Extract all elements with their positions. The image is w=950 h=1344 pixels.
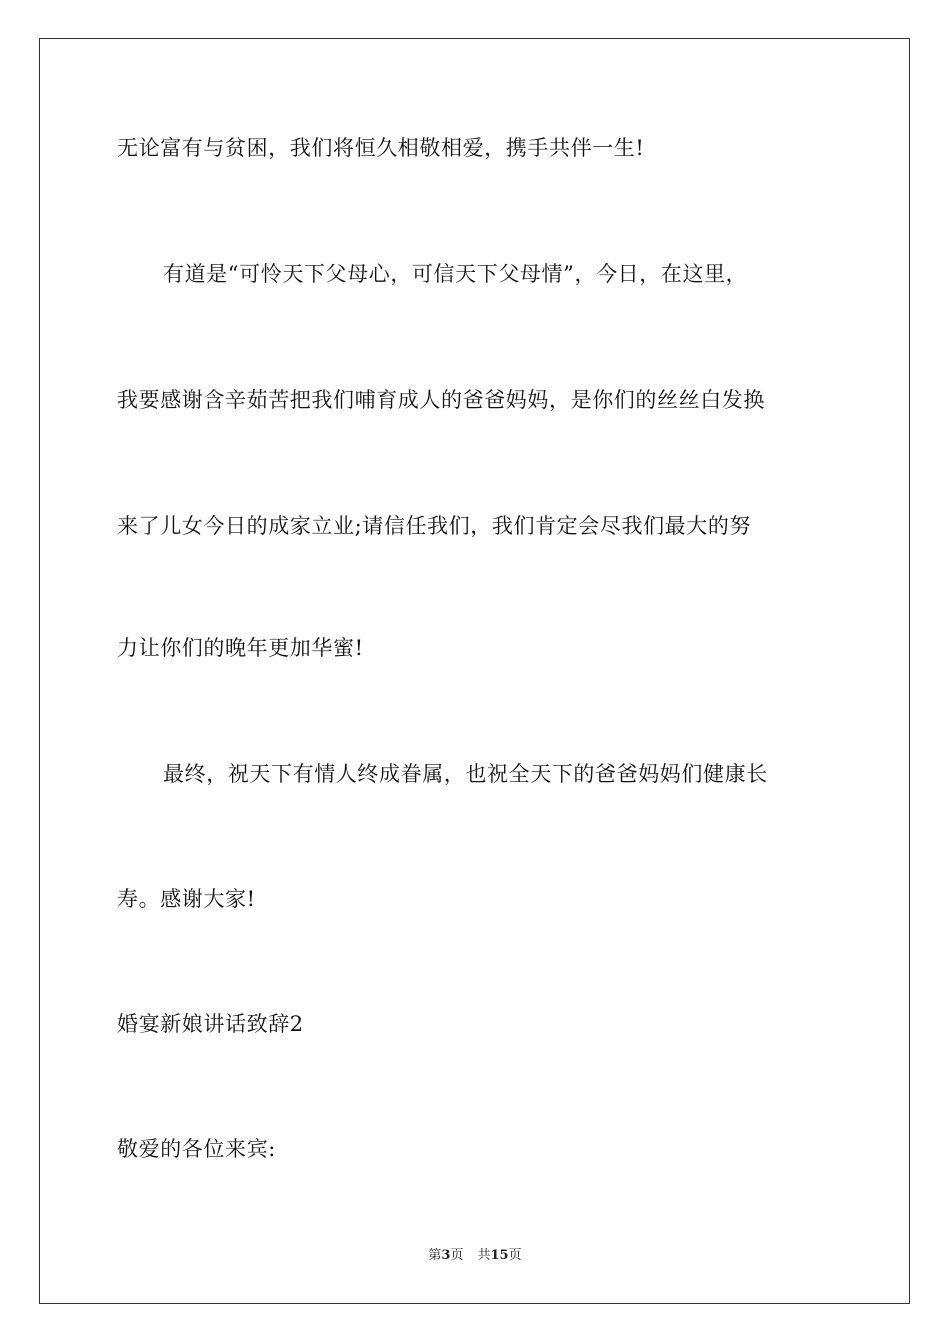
body-line-1: 无论富有与贫困，我们将恒久相敬相爱，携手共伴一生! <box>117 136 645 160</box>
body-line-6: 最终，祝天下有情人终成眷属，也祝全天下的爸爸妈妈们健康长 <box>163 762 768 786</box>
page-footer <box>0 1247 950 1265</box>
footer-page-prefix: 第 <box>428 1248 442 1263</box>
footer-page-current: 3 <box>441 1248 451 1263</box>
body-line-7: 寿。感谢大家! <box>117 887 256 911</box>
footer-total-suffix: 页 <box>508 1248 522 1263</box>
body-line-2: 有道是“可怜天下父母心，可信天下父母情”，今日，在这里， <box>163 262 748 286</box>
footer-page-suffix: 页 <box>450 1248 464 1263</box>
footer-total-prefix: 共 <box>477 1248 491 1263</box>
body-line-3: 我要感谢含辛茹苦把我们哺育成人的爸爸妈妈，是你们的丝丝白发换 <box>117 388 765 412</box>
page-border <box>39 38 910 1304</box>
section-heading: 婚宴新娘讲话致辞2 <box>117 1012 304 1036</box>
salutation-line: 敬爱的各位来宾: <box>117 1137 276 1161</box>
body-line-4: 来了儿女今日的成家立业;请信任我们，我们肯定会尽我们最大的努 <box>117 514 752 538</box>
footer-page-total: 15 <box>490 1248 509 1263</box>
body-line-5: 力让你们的晚年更加华蜜! <box>117 636 364 660</box>
